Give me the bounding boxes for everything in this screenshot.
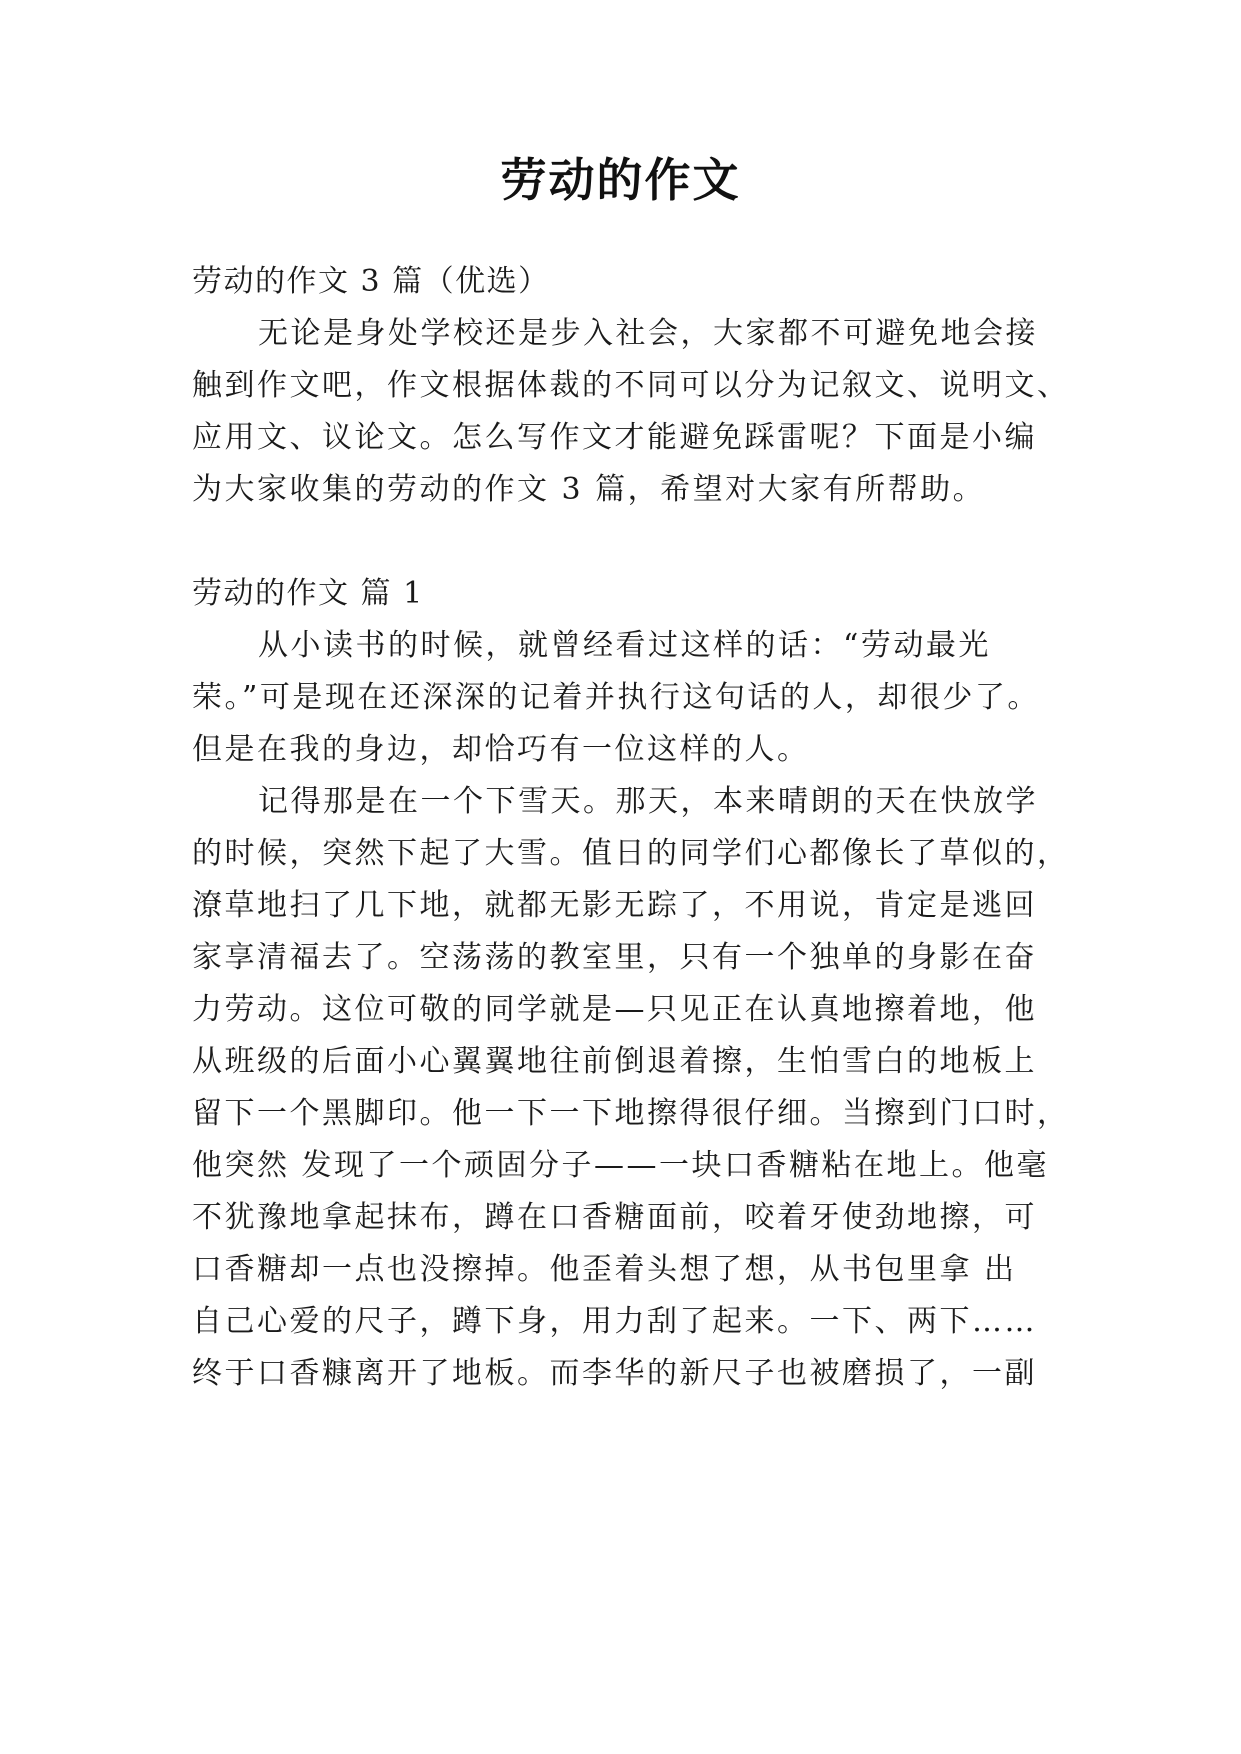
essay-paragraph-line: 潦草地扫了几下地，就都无影无踪了，不用说，肯定是逃回 bbox=[192, 888, 1037, 923]
essay-paragraph-line: 他突然 发现了一个顽固分子——一块口香糖粘在地上。他毫 bbox=[192, 1148, 1050, 1183]
essay-paragraph-line: 家享清福去了。空荡荡的教室里，只有一个独单的身影在奋 bbox=[192, 940, 1037, 975]
intro-paragraph-line: 为大家收集的劳动的作文 3 篇，希望对大家有所帮助。 bbox=[192, 472, 986, 507]
essay-paragraph-line: 口香糖却一点也没擦掉。他歪着头想了想，从书包里拿 出 bbox=[192, 1252, 1017, 1287]
essay-paragraph-line: 留下一个黑脚印。他一下一下地擦得很仔细。当擦到门口时， bbox=[192, 1096, 1070, 1131]
essay-paragraph-line: 从小读书的时候，就曾经看过这样的话：“劳动最光 bbox=[258, 628, 991, 663]
intro-paragraph-line: 应用文、议论文。怎么写作文才能避免踩雷呢？下面是小编 bbox=[192, 420, 1037, 455]
essay-paragraph-line: 不犹豫地拿起抹布，蹲在口香糖面前，咬着牙使劲地擦，可 bbox=[192, 1200, 1037, 1235]
intro-paragraph-line: 无论是身处学校还是步入社会，大家都不可避免地会接 bbox=[258, 316, 1038, 351]
essay-paragraph-line: 的时候，突然下起了大雪。值日的同学们心都像长了草似的， bbox=[192, 836, 1070, 871]
essay-paragraph-line: 从班级的后面小心翼翼地往前倒退着擦，生怕雪白的地板上 bbox=[192, 1044, 1037, 1079]
essay-paragraph-line: 力劳动。这位可敬的同学就是—只见正在认真地擦着地，他 bbox=[192, 992, 1037, 1027]
essay-paragraph-line: 记得那是在一个下雪天。那天，本来晴朗的天在快放学 bbox=[258, 784, 1038, 819]
section-heading-essay-1: 劳动的作文 篇 1 bbox=[192, 576, 424, 611]
document-title: 劳动的作文 bbox=[500, 153, 741, 207]
intro-paragraph-line: 触到作文吧，作文根据体裁的不同可以分为记叙文、说明文、 bbox=[192, 368, 1070, 403]
essay-paragraph-line: 荣。”可是现在还深深的记着并执行这句话的人，却很少了。 bbox=[192, 680, 1040, 715]
essay-paragraph-line: 终于口香糠离开了地板。而李华的新尺子也被磨损了，一副 bbox=[192, 1356, 1037, 1391]
essay-paragraph-line: 但是在我的身边，却恰巧有一位这样的人。 bbox=[192, 732, 810, 767]
essay-paragraph-line: 自己心爱的尺子，蹲下身，用力刮了起来。一下、两下…… bbox=[192, 1304, 1037, 1339]
section-heading-main: 劳动的作文 3 篇（优选） bbox=[192, 264, 550, 299]
